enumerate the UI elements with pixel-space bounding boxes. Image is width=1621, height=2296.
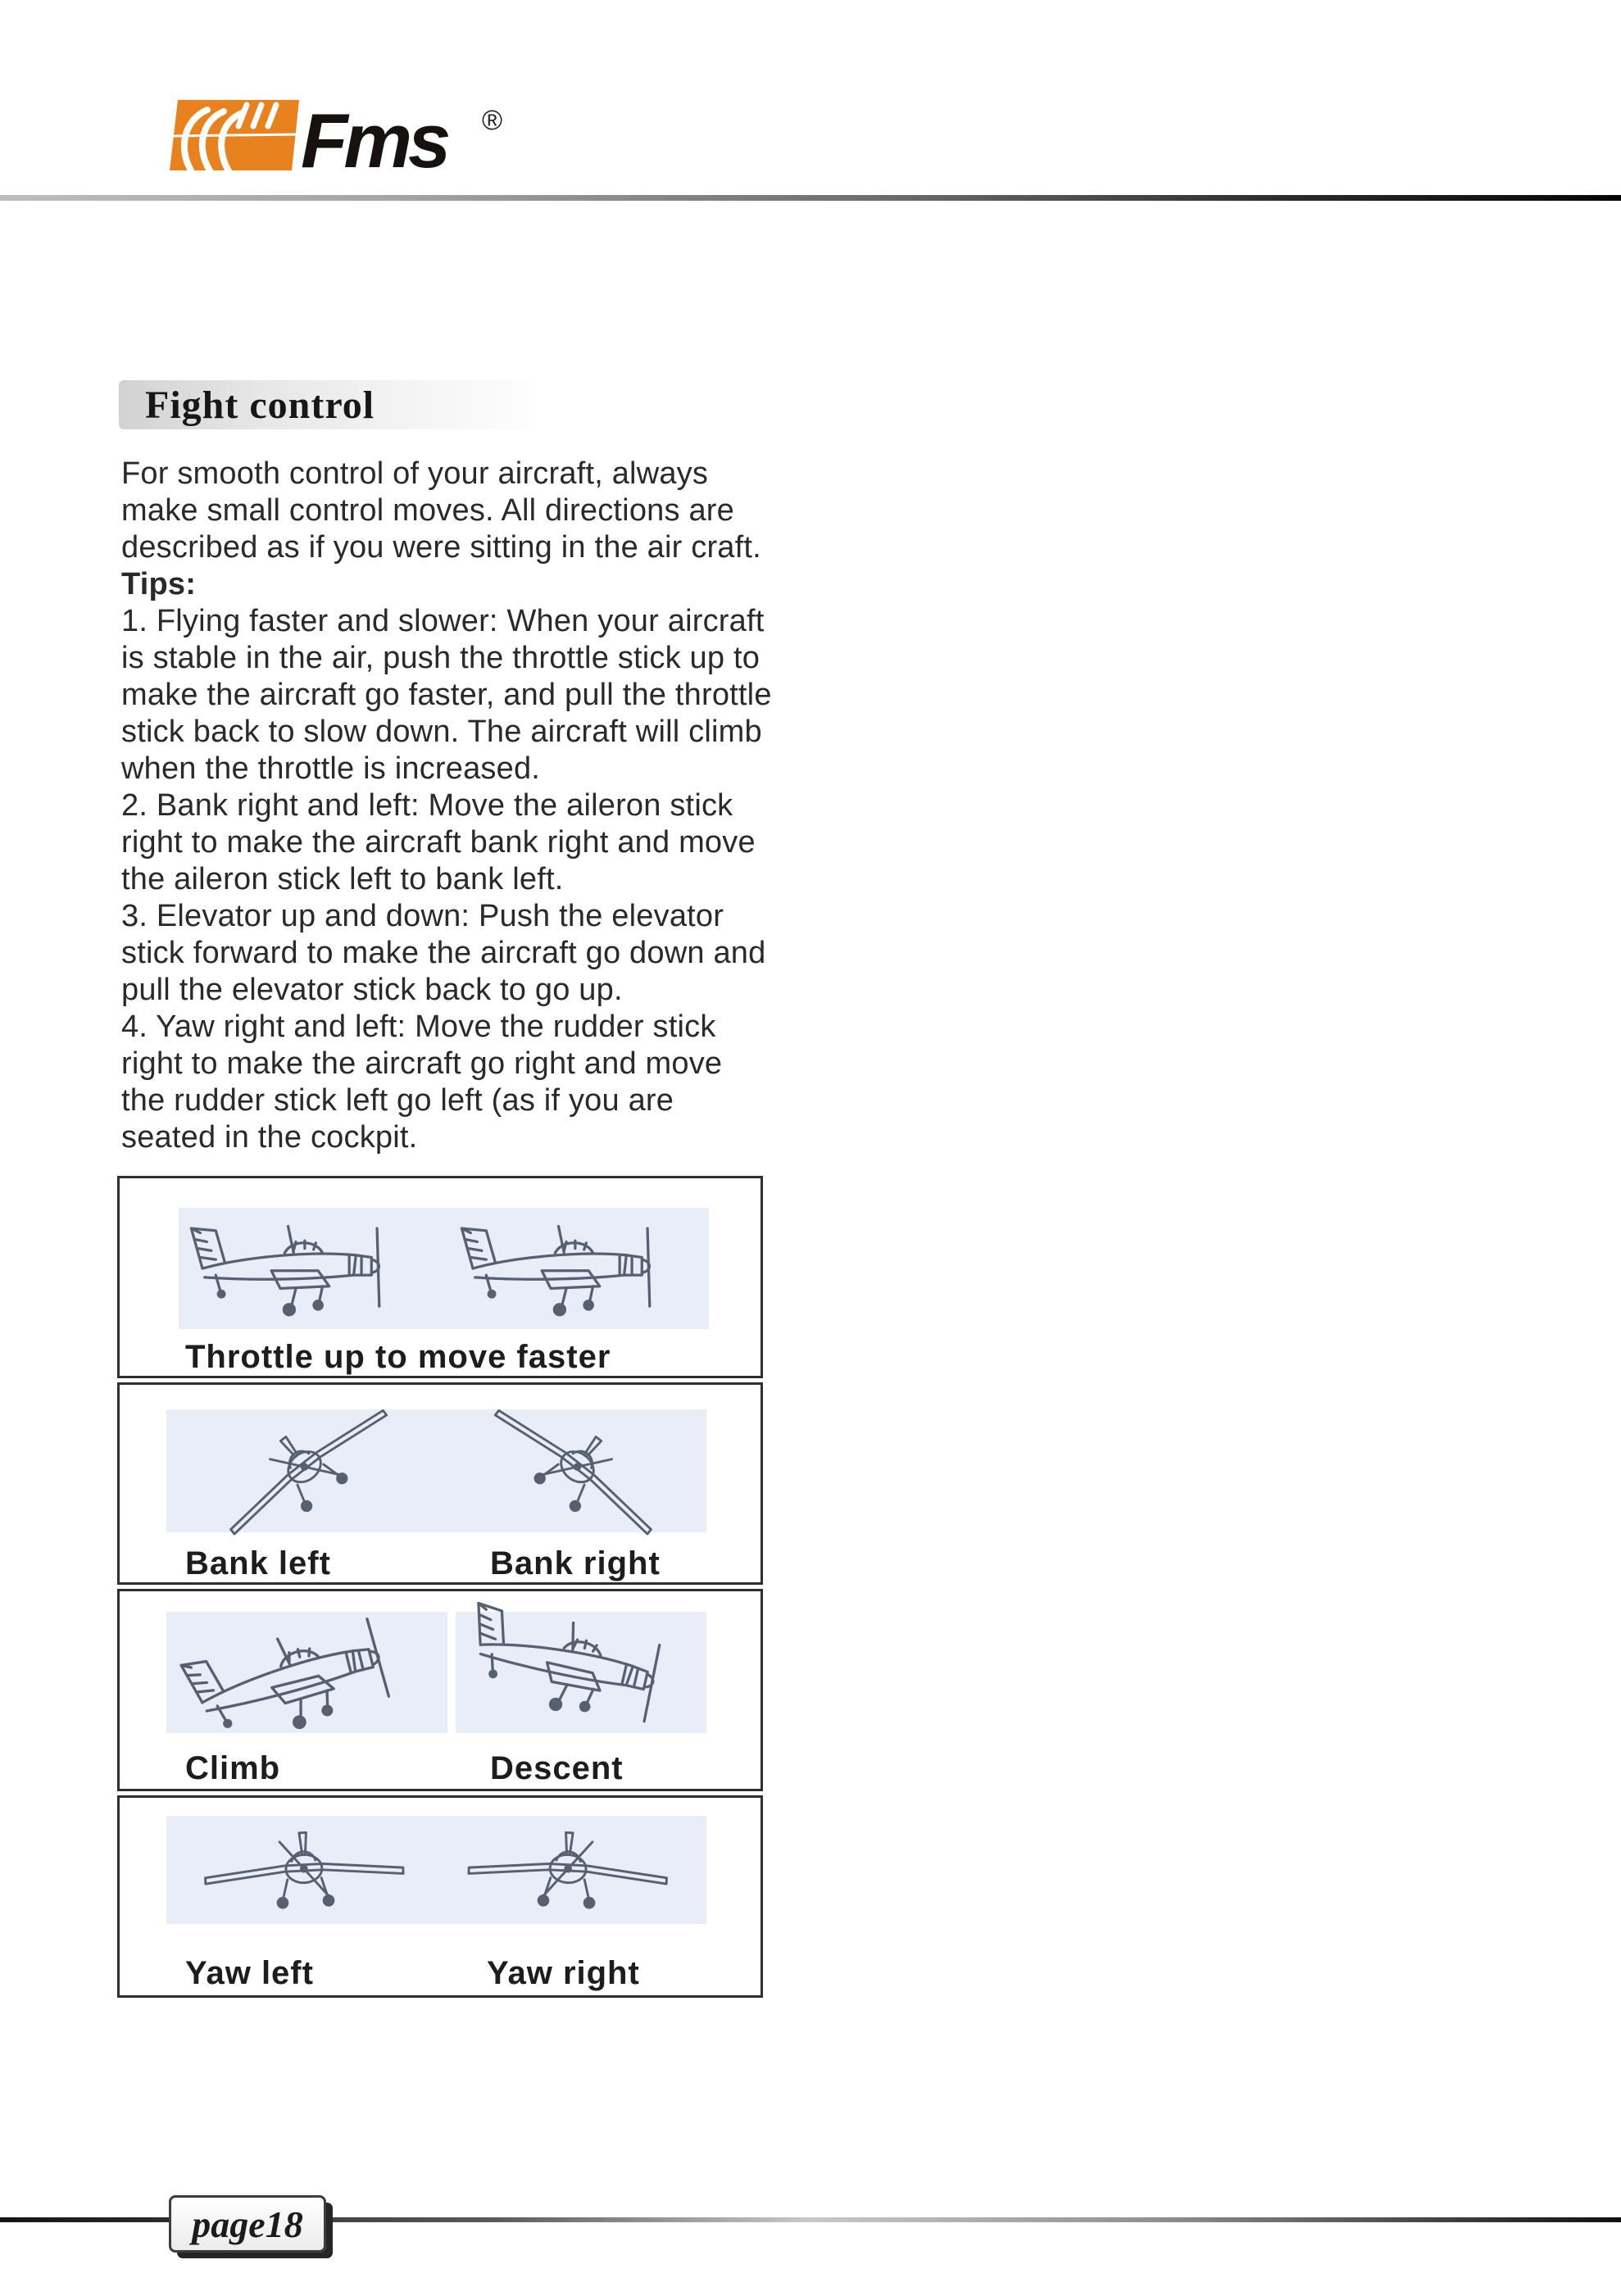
- fms-logo: [168, 98, 520, 182]
- body-line-tips: Tips:: [121, 567, 197, 601]
- figure-caption: Bank right: [490, 1545, 661, 1581]
- body-line: described as if you were sitting in the air craft.: [121, 530, 761, 565]
- figure-panel: [166, 1816, 706, 1924]
- figure-box-bank: [117, 1382, 763, 1585]
- body-line: right to make the aircraft go right and move: [121, 1046, 723, 1081]
- body-line: stick back to slow down. The aircraft will climb: [121, 715, 762, 749]
- body-line: 4. Yaw right and left: Move the rudder stick: [121, 1010, 716, 1044]
- page-badge: [169, 2195, 326, 2253]
- body-line: the rudder stick left go left (as if you are: [121, 1083, 674, 1118]
- body-line: is stable in the air, push the throttle stick up to: [121, 641, 761, 675]
- body-line: right to make the aircraft bank right and move: [121, 825, 756, 860]
- section-title: Fight control: [145, 383, 375, 427]
- fms-logo-mark: [168, 100, 299, 174]
- figure-panel: [166, 1612, 447, 1733]
- figure-box-pitch: [117, 1589, 763, 1791]
- airplane-yaw-right-icon: [443, 1814, 693, 1927]
- page-number: page18: [192, 2203, 303, 2245]
- fms-logo-text: Fms: [301, 98, 447, 182]
- body-line: seated in the cockpit.: [121, 1120, 418, 1155]
- airplane-descent-icon: [452, 1587, 705, 1749]
- figure-caption: Bank left: [185, 1545, 331, 1581]
- airplane-yaw-left-icon: [179, 1814, 429, 1927]
- body-line: stick forward to make the aircraft go down and: [121, 936, 766, 970]
- body-line: the aileron stick left to bank left.: [121, 862, 564, 896]
- figure-panel: [456, 1612, 706, 1733]
- section-header: [119, 380, 533, 429]
- figure-caption: Throttle up to move faster: [185, 1339, 611, 1375]
- figure-box-yaw: [117, 1795, 763, 1998]
- body-line: make small control moves. All directions are: [121, 493, 734, 528]
- body-line: For smooth control of your aircraft, always: [121, 456, 709, 491]
- body-line: pull the elevator stick back to go up.: [121, 973, 623, 1007]
- body-line: make the aircraft go faster, and pull the throttle: [121, 678, 772, 712]
- body-line: 3. Elevator up and down: Push the elevator: [121, 899, 724, 933]
- figure-caption: Yaw right: [487, 1955, 640, 1991]
- figure-caption: Descent: [490, 1750, 624, 1786]
- airplane-side-view-icon: [457, 1213, 691, 1324]
- airplane-climb-icon: [172, 1592, 434, 1762]
- figure-caption: Climb: [185, 1750, 281, 1786]
- registered-trademark-icon: ®: [482, 105, 503, 136]
- figure-box-throttle: [117, 1176, 763, 1378]
- body-line: 1. Flying faster and slower: When your aircraft: [121, 604, 765, 638]
- airplane-side-view-icon: [187, 1213, 420, 1324]
- body-line: when the throttle is increased.: [121, 751, 541, 786]
- header-rule: [0, 195, 1621, 201]
- figure-panel: [166, 1409, 706, 1532]
- body-text: [121, 456, 892, 1156]
- airplane-bank-left-icon: [195, 1367, 417, 1570]
- figure-caption: Yaw left: [185, 1955, 314, 1991]
- body-line: 2. Bank right and left: Move the aileron stick: [121, 788, 733, 823]
- figure-panel: [179, 1208, 709, 1329]
- airplane-bank-right-icon: [465, 1367, 688, 1570]
